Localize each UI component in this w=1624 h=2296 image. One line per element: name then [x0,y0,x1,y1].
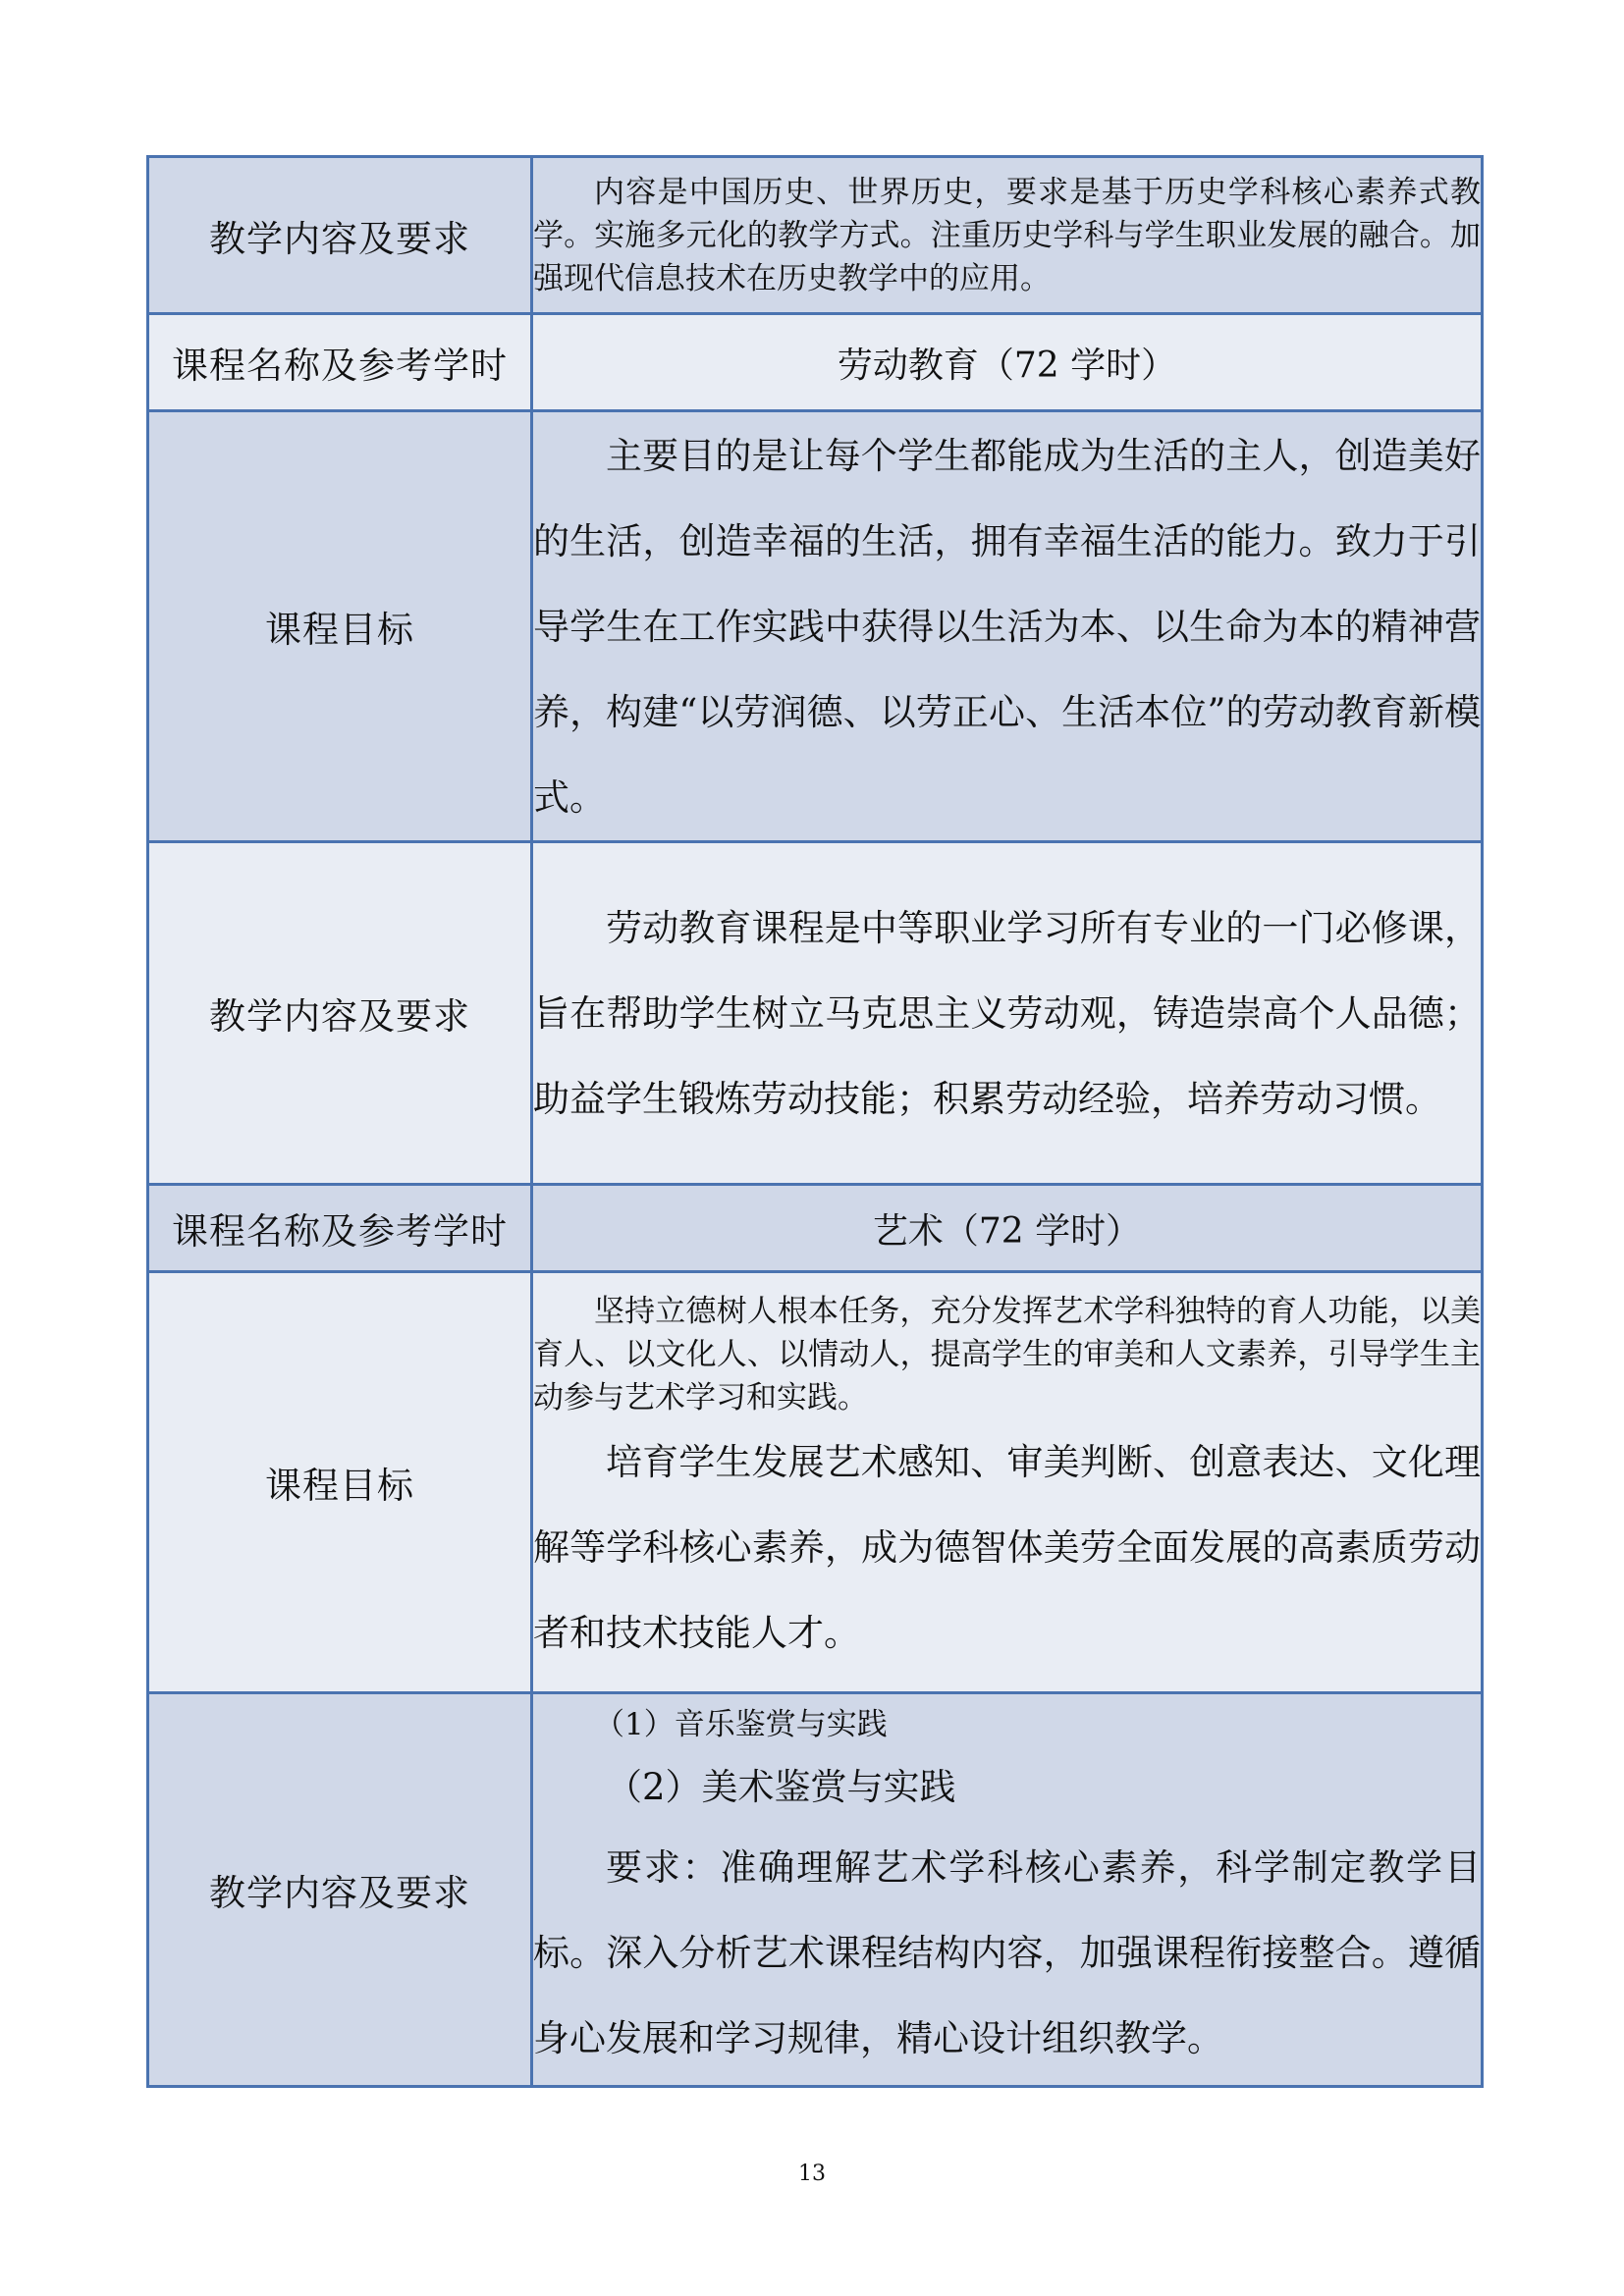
table-row [148,157,1483,314]
content-item: （2）美术鉴赏与实践 [606,1765,956,1808]
table-row [148,842,1483,1185]
row-label: 教学内容及要求 [148,157,532,314]
row-content [532,1272,1483,1693]
row-label: 教学内容及要求 [148,842,532,1185]
row-content [532,411,1483,842]
curriculum-table [146,155,1484,2088]
table-row [148,1693,1483,2087]
row-label: 课程名称及参考学时 [148,1185,532,1272]
table-row [148,314,1483,411]
row-label: 课程名称及参考学时 [148,314,532,411]
page-number: 13 [798,2162,826,2186]
content-item: （1）音乐鉴赏与实践 [594,1706,888,1742]
content-paragraph: 培育学生发展艺术感知、审美判断、创意表达、文化理解等学科核心素养，成为德智体美劳全面发展的高素质劳动者和技术技能人才。 [533,1440,1481,1654]
content-paragraph: 内容是中国历史、世界历史，要求是基于历史学科核心素养式教学。实施多元化的教学方式。注重历史学科与学生职业发展的融合。加强现代信息技术在历史教学中的应用。 [533,174,1481,296]
content-paragraph: 要求：准确理解艺术学科核心素养，科学制定教学目标。深入分析艺术课程结构内容，加强课程衔接整合。遵循身心发展和学习规律，精心设计组织教学。 [533,1845,1481,2059]
row-content [532,1693,1483,2087]
course-title: 劳动教育（72 学时） [532,314,1483,411]
content-paragraph: 坚持立德树人根本任务，充分发挥艺术学科独特的育人功能，以美育人、以文化人、以情动人，提高学生的审美和人文素养，引导学生主动参与艺术学习和实践。 [533,1293,1481,1415]
table-row [148,1272,1483,1693]
row-content [532,157,1483,314]
course-title: 艺术（72 学时） [532,1185,1483,1272]
table-row [148,1185,1483,1272]
content-paragraph: 劳动教育课程是中等职业学习所有专业的一门必修课，旨在帮助学生树立马克思主义劳动观，铸造崇高个人品德；助益学生锻炼劳动技能；积累劳动经验，培养劳动习惯。 [533,906,1481,1120]
row-label: 教学内容及要求 [148,1693,532,2087]
content-paragraph: 主要目的是让每个学生都能成为生活的主人，创造美好的生活，创造幸福的生活，拥有幸福生活的能力。致力于引导学生在工作实践中获得以生活为本、以生命为本的精神营养，构建“以劳润德、以劳正心、生活本位”的劳动教育新模式。 [533,434,1481,819]
table-row [148,411,1483,842]
row-label: 课程目标 [148,1272,532,1693]
row-content [532,842,1483,1185]
row-label: 课程目标 [148,411,532,842]
